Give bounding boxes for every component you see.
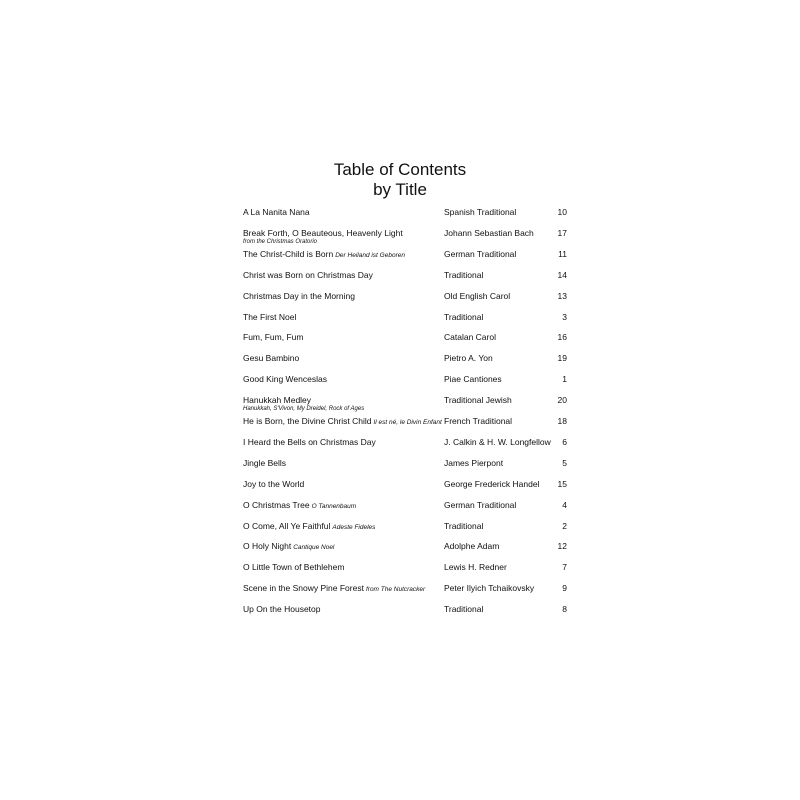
song-title: O Christmas Tree <box>243 499 310 510</box>
toc-entry <box>0 437 800 457</box>
composer: Old English Carol <box>444 290 511 301</box>
song-title: Christ was Born on Christmas Day <box>243 269 373 280</box>
composer: Traditional <box>444 269 484 280</box>
page-number: 14 <box>557 269 567 280</box>
composer: Lewis H. Redner <box>444 562 507 573</box>
song-title: A La Nanita Nana <box>243 207 310 217</box>
composer: German Traditional <box>444 248 517 259</box>
toc-entry <box>0 312 800 332</box>
toc-entry <box>0 228 800 248</box>
toc-entry <box>0 541 800 561</box>
song-cell <box>243 583 425 595</box>
toc-entry <box>0 291 800 311</box>
composer: French Traditional <box>444 416 513 426</box>
composer: Traditional Jewish <box>444 395 512 406</box>
page-number: 5 <box>562 457 567 468</box>
page-number: 7 <box>562 562 567 573</box>
song-cell <box>243 270 373 280</box>
toc-entry <box>0 270 800 290</box>
song-cell <box>243 374 327 384</box>
song-title: The Christ-Child is Born <box>243 248 334 259</box>
toc-entry <box>0 374 800 394</box>
song-alt-title: Il est né, le Divin Enfant <box>373 419 442 426</box>
song-title: O Come, All Ye Faithful <box>243 520 331 531</box>
composer: George Frederick Handel <box>444 478 540 489</box>
song-cell <box>243 332 303 342</box>
song-cell <box>243 207 310 217</box>
song-title: Fum, Fum, Fum <box>243 332 304 343</box>
toc-entry <box>0 500 800 520</box>
page-number: 10 <box>557 207 567 217</box>
composer: Piae Cantiones <box>444 374 502 385</box>
song-title: Hanukkah Medley <box>243 395 312 406</box>
page-number: 8 <box>562 604 567 615</box>
song-cell <box>243 228 403 246</box>
song-cell <box>243 562 344 572</box>
toc-entry <box>0 416 800 436</box>
toc-entry <box>0 562 800 582</box>
toc-entry <box>0 207 800 227</box>
song-title: I Heard the Bells on Christmas Day <box>243 436 376 447</box>
song-alt-title: Cantique Noel <box>293 544 335 552</box>
song-title: Up On the Housetop <box>243 604 321 615</box>
song-cell <box>243 416 442 428</box>
toc-entry <box>0 353 800 373</box>
song-subtitle: from the Christmas Oratorio <box>243 238 318 245</box>
composer: Johann Sebastian Bach <box>444 227 534 238</box>
toc-entry <box>0 521 800 541</box>
composer: James Pierpont <box>444 457 504 468</box>
song-title: O Holy Night <box>243 541 292 552</box>
composer: German Traditional <box>444 499 517 510</box>
song-title: Joy to the World <box>243 478 305 489</box>
song-cell <box>243 312 296 322</box>
page-number: 18 <box>557 416 567 426</box>
song-title: Jingle Bells <box>243 457 286 468</box>
page-subtitle: by Title <box>373 180 427 199</box>
page-number: 19 <box>557 353 567 364</box>
song-cell <box>243 541 334 553</box>
song-title: O Little Town of Bethlehem <box>243 562 345 573</box>
song-title: The First Noel <box>243 311 297 322</box>
song-title: Scene in the Snowy Pine Forest <box>243 583 364 594</box>
toc-entry <box>0 604 800 624</box>
song-alt-title: Der Heiland ist Geboren <box>335 251 405 259</box>
toc-entry <box>0 332 800 352</box>
song-cell <box>243 521 375 533</box>
song-cell <box>243 353 299 363</box>
page-number: 4 <box>562 499 567 510</box>
page-number: 2 <box>562 520 567 531</box>
song-alt-title: O Tannenbaum <box>311 502 357 510</box>
composer: Spanish Traditional <box>444 207 517 217</box>
composer: Traditional <box>444 311 484 322</box>
page-number: 17 <box>557 227 567 238</box>
composer: Traditional <box>444 604 484 615</box>
song-title: Good King Wenceslas <box>243 374 327 385</box>
composer: Peter Ilyich Tchaikovsky <box>444 583 535 594</box>
page-number: 12 <box>557 541 567 552</box>
page-number: 20 <box>557 395 567 406</box>
page-number: 9 <box>562 583 567 594</box>
toc-entry <box>0 583 800 603</box>
song-cell <box>243 291 355 301</box>
toc-entry <box>0 395 800 415</box>
song-alt-title: Adeste Fideles <box>332 523 376 531</box>
page-number: 16 <box>557 332 567 343</box>
page-number: 13 <box>557 290 567 301</box>
song-cell <box>243 604 321 614</box>
toc-entry <box>0 479 800 499</box>
composer: Traditional <box>444 520 484 531</box>
song-subtitle: Hanukkah, S'Vivon, My Dreidel, Rock of Ages <box>243 406 365 413</box>
song-cell <box>243 395 364 413</box>
composer: Catalan Carol <box>444 332 496 343</box>
composer: Pietro A. Yon <box>444 353 493 364</box>
toc-entry <box>0 249 800 269</box>
song-cell <box>243 479 304 489</box>
song-cell <box>243 437 376 447</box>
song-alt-title: from The Nutcracker <box>365 586 426 594</box>
toc-entry <box>0 458 800 478</box>
song-title: Break Forth, O Beauteous, Heavenly Light <box>243 227 403 238</box>
song-cell <box>243 249 405 261</box>
composer: J. Calkin & H. W. Longfellow <box>444 436 551 447</box>
page-title: Table of Contents <box>333 160 467 179</box>
page-number: 6 <box>562 436 567 447</box>
page-number: 11 <box>558 248 567 259</box>
page-number: 3 <box>562 311 567 322</box>
composer: Adolphe Adam <box>444 541 500 552</box>
page-number: 1 <box>562 374 567 385</box>
song-cell <box>243 458 286 468</box>
song-title: Gesu Bambino <box>243 353 300 364</box>
song-title: He is Born, the Divine Christ Child <box>243 416 372 426</box>
page-number: 15 <box>557 478 567 489</box>
song-cell <box>243 500 356 512</box>
song-title: Christmas Day in the Morning <box>243 290 355 301</box>
